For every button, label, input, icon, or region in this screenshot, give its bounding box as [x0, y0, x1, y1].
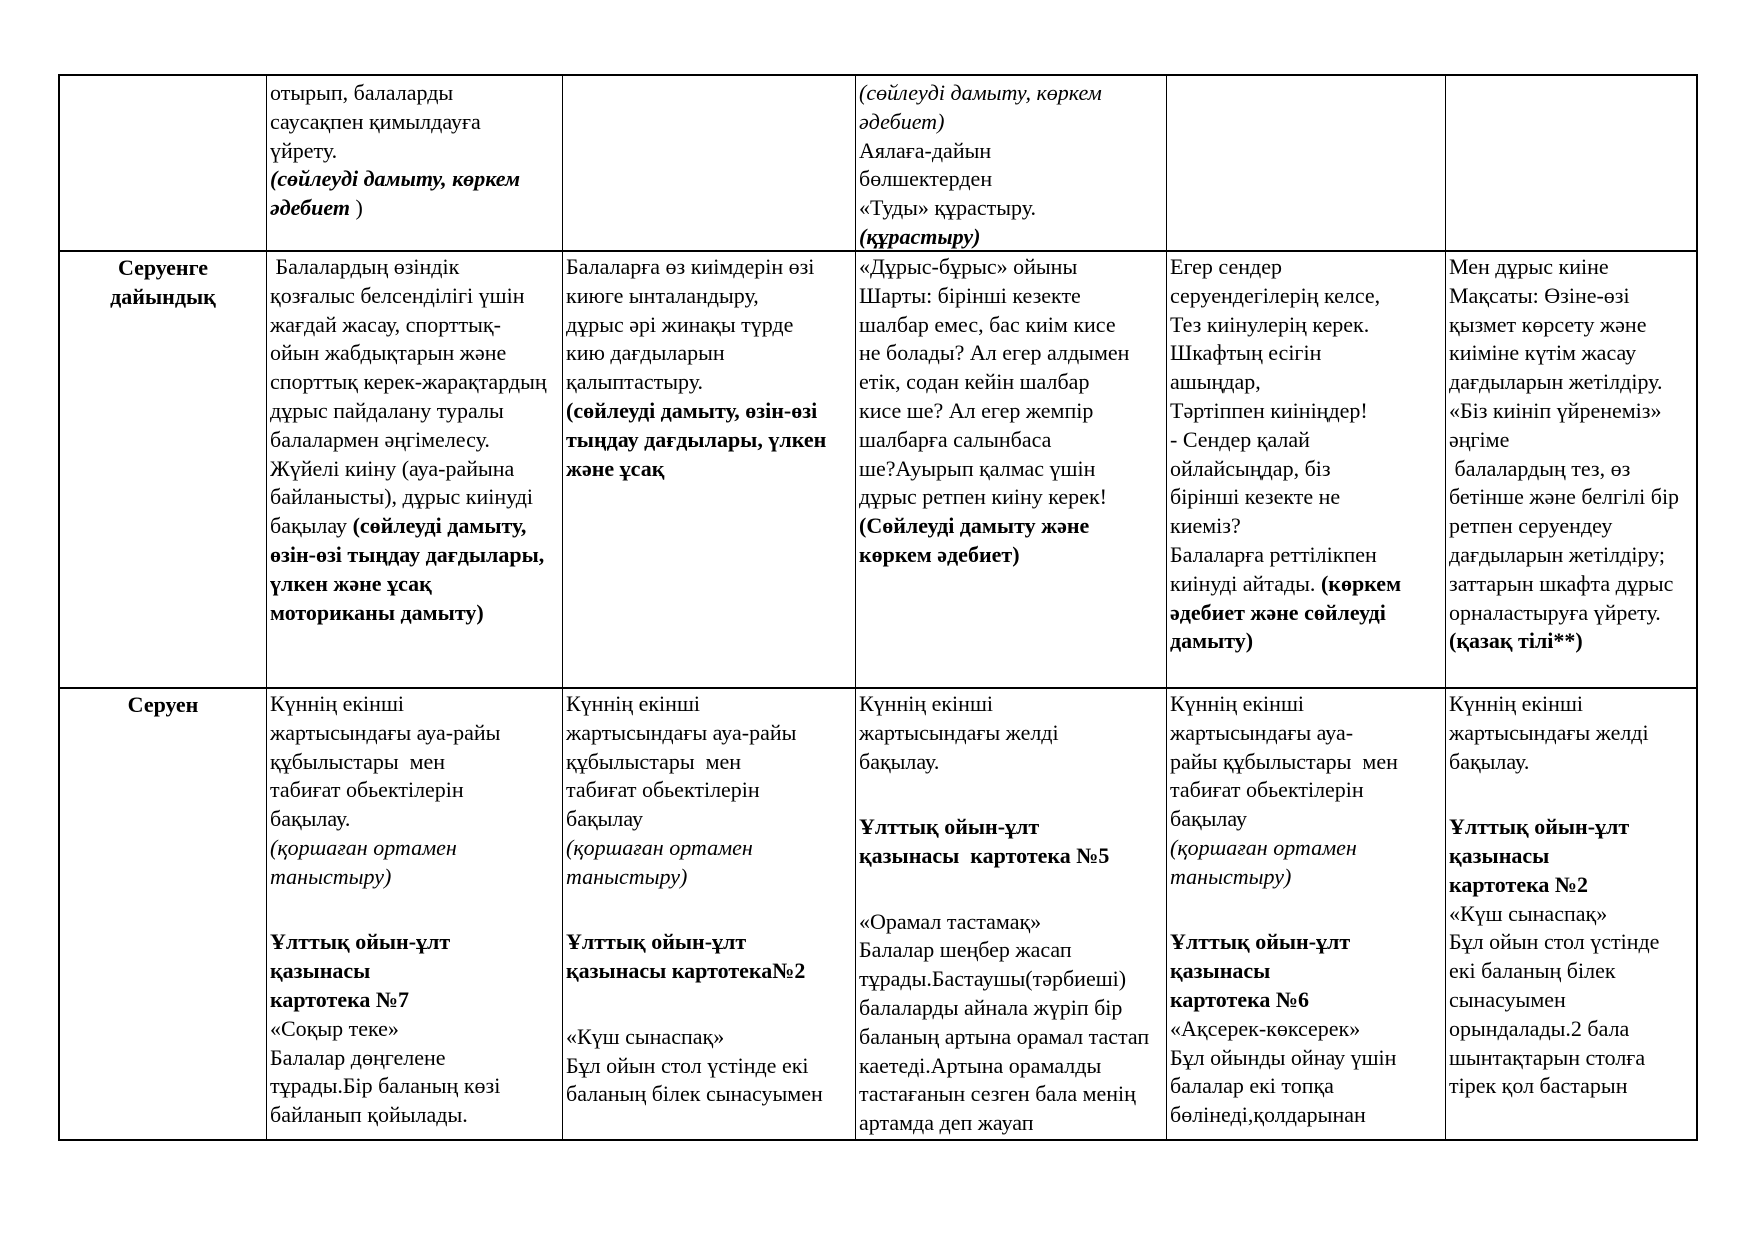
- cell-text: Ұлттық ойын-ұлт қазынасы картотека №5: [859, 814, 1110, 868]
- cell-text: (көркем әдебиет және сөйлеуді дамыту): [1170, 570, 1402, 654]
- cell-text: Балаларға өз киімдерін өзі киюге ынталандыру, дұрыс әрі жинақы түрде кию дағдыларын қалыптастыру.: [566, 254, 815, 395]
- cell-text: (қоршаған ортамен таныстыру): [566, 834, 753, 889]
- cell-text: «Орамал тастамақ» Балалар шеңбер жасап тұрады.Бастаушы(тәрбиеші) балаларды айнала жүріп бір баланың артына орамал тастап каетеді.Артына орамалды тастағанын сезген бала менің артамда деп жауап: [859, 908, 1150, 1136]
- row-label: [60, 78, 266, 250]
- activity-cell: [856, 689, 1179, 1139]
- cell-text: (сөйлеуді дамыту, өзін-өзі тыңдау дағдылары, үлкен және ұсақ: [566, 397, 827, 481]
- cell-text: Балалардың өзіндік қозғалыс белсенділігі үшін жағдай жасау, спорттық- ойын жабдықтарын және спорттық керек-жарақтардың дұрыс пайдалану туралы балалармен әңгімелесу. Жүйелі киіну (ауа-райына байланысты), дұрыс киінуді бақылау: [270, 254, 547, 539]
- cell-text: «Күш сынаспақ» Бұл ойын стол үстінде екі баланың білек сынасуымен орындалады.2 бала шынтақтарын столға тірек қол бастарын: [1449, 900, 1660, 1099]
- cell-text: (құрастыру): [859, 223, 981, 249]
- cell-text: [859, 785, 865, 810]
- cell-text: Мен дұрыс киіне Мақсаты: Өзіне-өзі қызмет көрсету және киіміне күтім жасау дағдыларын жетілдіру. «Біз киініп үйренеміз» әңгіме балалардың тез, өз бетінше және белгілі бір ретпен серуендеу дағдыларын жетілдіру; заттарын шкафта дұрыс орналастыруға үйрету.: [1449, 254, 1680, 625]
- cell-text: (сөйлеуді дамыту, өзін-өзі тыңдау дағдылары, үлкен және ұсақ моториканы дамыту): [270, 513, 545, 625]
- cell-text: [270, 901, 276, 926]
- cell-text: Күннің екінші жартысындағы ауа-райы құбылыстары мен табиғат обьектілерін бақылау.: [270, 691, 501, 832]
- schedule-table: [58, 74, 1698, 1141]
- cell-text: Күннің екінші жартысындағы желді бақылау.: [859, 691, 1059, 774]
- cell-text: (сөйлеуді дамыту, көркем әдебиет: [270, 166, 521, 221]
- cell-text: Аялаға-дайын бөлшектерден «Туды» құрастыру.: [859, 137, 1037, 221]
- cell-text: ): [349, 195, 363, 221]
- cell-text: Ұлттық ойын-ұлт қазынасы картотека №6: [1170, 929, 1351, 1012]
- row-label: Серуенге дайындық: [110, 255, 216, 309]
- cell-text: Күннің екінші жартысындағы желді бақылау.: [1449, 691, 1649, 774]
- cell-text: (қазақ тілі**): [1449, 628, 1583, 654]
- activity-cell: [267, 78, 575, 250]
- cell-text: [1170, 901, 1176, 926]
- cell-text: (қоршаған ортамен таныстыру): [1170, 834, 1357, 889]
- activity-cell: [267, 252, 575, 687]
- cell-text: Күннің екінші жартысындағы ауа- райы құбылыстары мен табиғат обьектілерін бақылау: [1170, 691, 1398, 832]
- cell-text: (Сөйлеуді дамыту және көркем әдебиет): [859, 513, 1090, 567]
- cell-text: Ұлттық ойын-ұлт қазынасы картотека№2: [566, 929, 806, 984]
- activity-cell: [1446, 78, 1709, 250]
- cell-text: Ұлттық ойын-ұлт қазынасы картотека №2: [1449, 814, 1630, 897]
- cell-text: Ұлттық ойын-ұлт қазынасы картотека №7: [270, 929, 451, 1012]
- activity-cell: [1446, 689, 1709, 1139]
- cell-text: «Дұрыс-бұрыс» ойыны Шарты: бірінші кезекте шалбар емес, бас киім кисе не болады? Ал егер алдымен етік, содан кейін шалбар кисе ше? Ал егер жемпір шалбарға салынбаса ше?Ауырып қалмас үшін дұрыс ретпен киіну керек!: [859, 254, 1130, 510]
- activity-cell: [563, 252, 868, 687]
- cell-text: Күннің екінші жартысындағы ауа-райы құбылыстары мен табиғат обьектілерін бақылау: [566, 691, 797, 832]
- activity-cell: [563, 78, 868, 250]
- cell-text: [566, 995, 572, 1020]
- activity-cell: [856, 78, 1179, 250]
- activity-cell: [1167, 252, 1458, 687]
- cell-text: «Соқыр теке» Балалар дөңгелене тұрады.Бір баланың көзі байланып қойылады.: [270, 1015, 501, 1128]
- cell-text: Егер сендер серуендегілерің келсе, Тез киінулерің керек. Шкафтың есігін ашыңдар, Тәртіппен киініңдер! - Сендер қалай ойлайсыңдар, біз бірінші кезекте не киеміз? Балаларға реттілікпен киінуді айтады.: [1170, 254, 1381, 596]
- activity-cell: [1167, 689, 1458, 1139]
- cell-text: (қоршаған ортамен таныстыру): [270, 834, 457, 889]
- cell-text: [566, 901, 572, 926]
- activity-cell: [267, 689, 575, 1139]
- cell-text: «Ақсерек-көксерек» Бұл ойынды ойнау үшін балалар екі топқа бөлінеді,қолдарынан: [1170, 1015, 1397, 1128]
- cell-text: [1449, 785, 1455, 810]
- activity-cell: [563, 689, 868, 1139]
- activity-cell: [856, 252, 1179, 687]
- row-label: Серуен: [127, 692, 199, 717]
- cell-text: [859, 880, 865, 905]
- cell-text: отырып, балаларды саусақпен қимылдауға үйрету.: [270, 80, 481, 163]
- cell-text: (сөйлеуді дамыту, көркем әдебиет): [859, 80, 1102, 134]
- cell-text: «Күш сынаспақ» Бұл ойын стол үстінде екі баланың білек сынасуымен: [566, 1023, 823, 1107]
- activity-cell: [1446, 252, 1709, 687]
- activity-cell: [1167, 78, 1458, 250]
